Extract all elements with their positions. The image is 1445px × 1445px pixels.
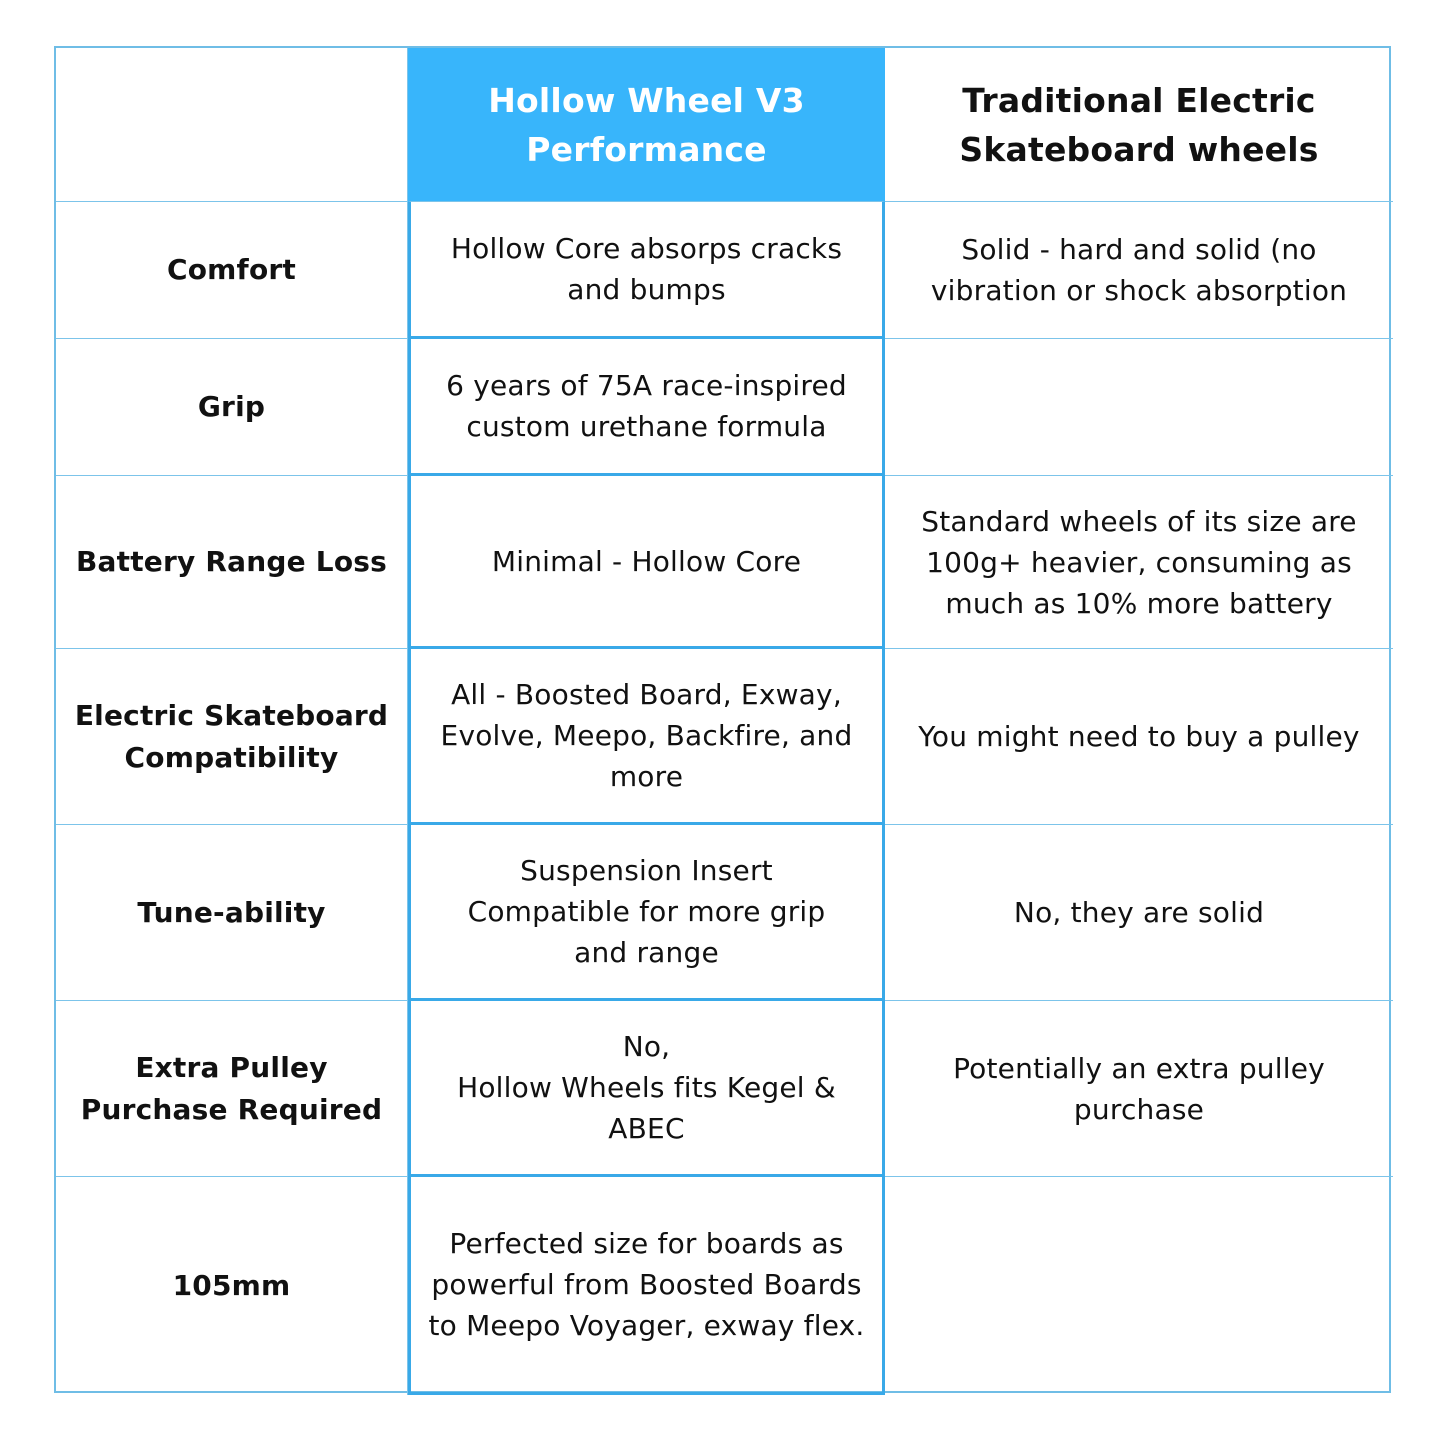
row-traditional-grip [885,339,1393,476]
row-label-grip: Grip [56,339,408,476]
row-traditional-pulley: Potentially an extra pulley purchase [885,1001,1393,1177]
comparison-table [54,46,1391,1393]
row-product-tuneability: Suspension Insert Compatible for more grip and range [408,825,885,1001]
row-traditional-compatibility: You might need to buy a pulley [885,649,1393,825]
row-label-compatibility: Electric Skateboard Compatibility [56,649,408,825]
row-label-105mm: 105mm [56,1177,408,1395]
row-label-comfort: Comfort [56,202,408,339]
header-product-text: Hollow Wheel V3 Performance [488,80,805,169]
row-product-battery: Minimal - Hollow Core [408,476,885,649]
row-product-compatibility: All - Boosted Board, Exway, Evolve, Meepo, Backfire, and more [408,649,885,825]
row-product-pulley-line1: No, [622,1030,671,1063]
row-label-pulley: Extra Pulley Purchase Required [56,1001,408,1177]
row-traditional-105mm [885,1177,1393,1395]
header-product [408,48,885,202]
row-product-105mm: Perfected size for boards as powerful from Boosted Boards to Meepo Voyager, exway flex. [408,1177,885,1395]
header-traditional [885,48,1393,202]
row-product-pulley [408,1001,885,1177]
row-traditional-battery: Standard wheels of its size are 100g+ heavier, consuming as much as 10% more battery [885,476,1393,649]
row-product-comfort: Hollow Core absorps cracks and bumps [408,202,885,339]
row-product-pulley-line2: Hollow Wheels fits Kegel & ABEC [457,1071,836,1145]
row-label-tuneability: Tune-ability [56,825,408,1001]
row-traditional-comfort: Solid - hard and solid (no vibration or shock absorption [885,202,1393,339]
header-traditional-text: Traditional Electric Skateboard wheels [959,80,1319,169]
row-traditional-tuneability: No, they are solid [885,825,1393,1001]
row-product-grip: 6 years of 75A race-inspired custom urethane formula [408,339,885,476]
header-empty-cell [56,48,408,202]
row-label-battery: Battery Range Loss [56,476,408,649]
